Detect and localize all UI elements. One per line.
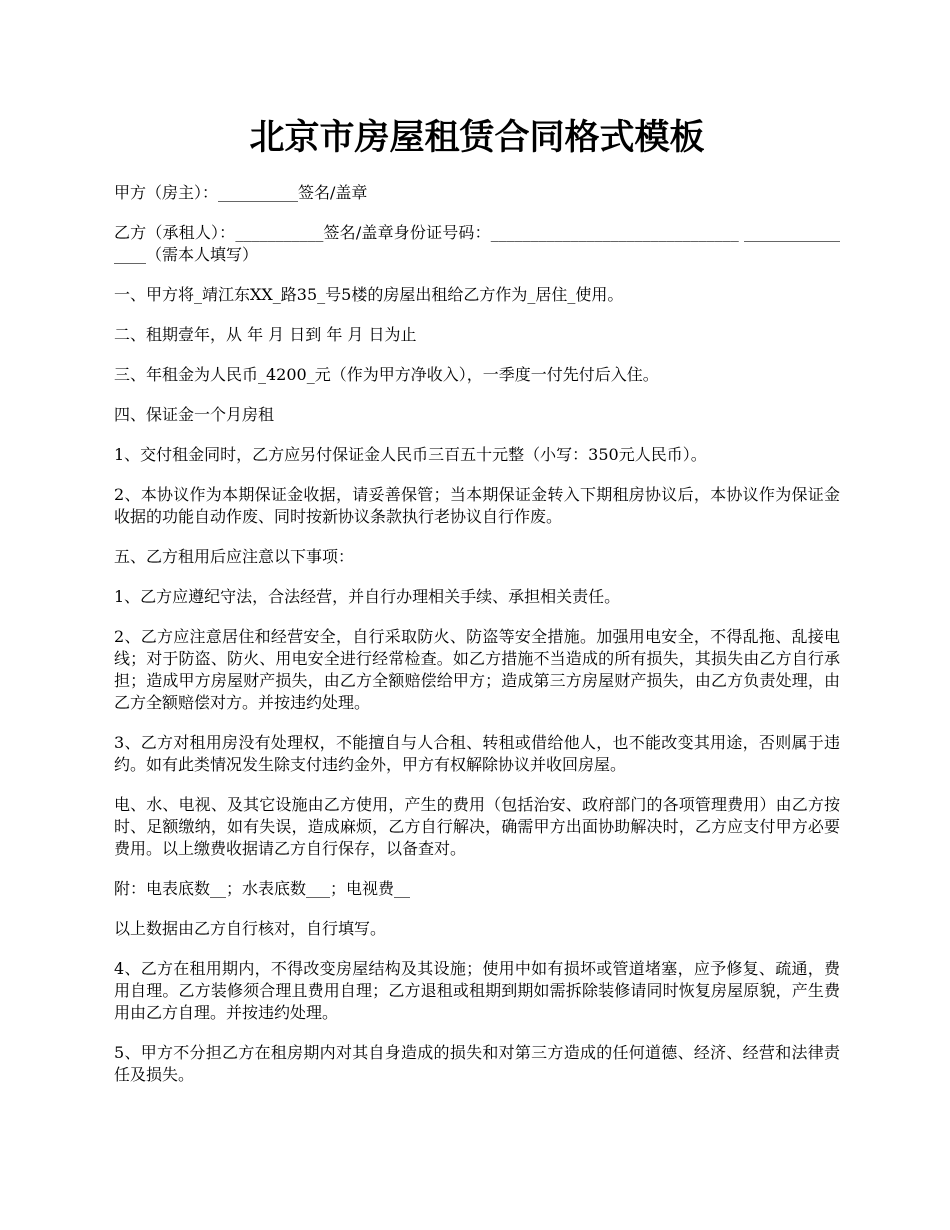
clause-3-rent: 三、年租金为人民币_4200_元（作为甲方净收入），一季度一付先付后入住。 — [114, 365, 659, 384]
clause-5-notes: 五、乙方租用后应注意以下事项： — [114, 547, 355, 566]
utilities-paragraph: 电、水、电视、及其它设施由乙方使用，产生的费用（包括治安、政府部门的各项管理费用）由乙方按时、足额缴纳，如有失误，造成麻烦，乙方自行解决，确需甲方出面协助解决时，乙方应支付甲方必要费用。以上缴费收据请乙方自行保存，以备查对。 — [114, 795, 840, 858]
document-page — [114, 112, 840, 1086]
clause-4-deposit: 四、保证金一个月房租 — [114, 405, 275, 424]
document-title: 北京市房屋租赁合同格式模板 — [249, 117, 705, 158]
notes-item-2: 2、乙方应注意居住和经营安全，自行采取防火、防盗等安全措施。加强用电安全，不得乱拖、乱接电线；对于防盗、防火、用电安全进行经常检查。如乙方措施不当造成的所有损失，其损失由乙方自行承担；造成甲方房屋财产损失，由乙方全额赔偿给甲方；造成第三方房屋财产损失，由乙方负责处理，由乙方全额赔偿对方。并按违约处理。 — [114, 627, 840, 712]
meter-readings-note: 以上数据由乙方自行核对，自行填写。 — [114, 919, 387, 938]
meter-readings: 附：电表底数__；水表底数___；电视费__ — [114, 879, 411, 898]
deposit-item-2: 2、本协议作为本期保证金收据，请妥善保管；当本期保证金转入下期租房协议后，本协议作为保证金收据的功能自动作废、同时按新协议条款执行老协议自行作废。 — [114, 485, 840, 526]
notes-item-5: 5、甲方不分担乙方在租房期内对其自身造成的损失和对第三方造成的任何道德、经济、经营和法律责任及损失。 — [114, 1043, 840, 1084]
notes-item-4: 4、乙方在租用期内，不得改变房屋结构及其设施；使用中如有损坏或管道堵塞，应予修复、疏通，费用自理。乙方装修须合理且费用自理；乙方退租或租期到期如需拆除装修请同时恢复房屋原貌，产生费用由乙方自理。并按违约处理。 — [114, 959, 840, 1022]
clause-party-b: 乙方（承租人）：___________签名/盖章身份证号码：_______________________________ ________________（需本人填写） — [114, 223, 840, 264]
clause-party-a: 甲方（房主）：__________签名/盖章 — [114, 183, 368, 202]
notes-item-1: 1、乙方应遵纪守法，合法经营，并自行办理相关手续、承担相关责任。 — [114, 587, 621, 606]
clause-1-premises: 一、甲方将_靖江东XX_路35_号5楼的房屋出租给乙方作为_居住_使用。 — [114, 285, 624, 304]
notes-item-3: 3、乙方对租用房没有处理权，不能擅自与人合租、转租或借给他人，也不能改变其用途，否则属于违约。如有此类情况发生除支付违约金外，甲方有权解除协议并收回房屋。 — [114, 733, 840, 774]
clause-2-term: 二、租期壹年，从 年 月 日到 年 月 日为止 — [114, 325, 417, 344]
deposit-item-1: 1、交付租金同时，乙方应另付保证金人民币三百五十元整（小写：350元人民币）。 — [114, 445, 707, 464]
